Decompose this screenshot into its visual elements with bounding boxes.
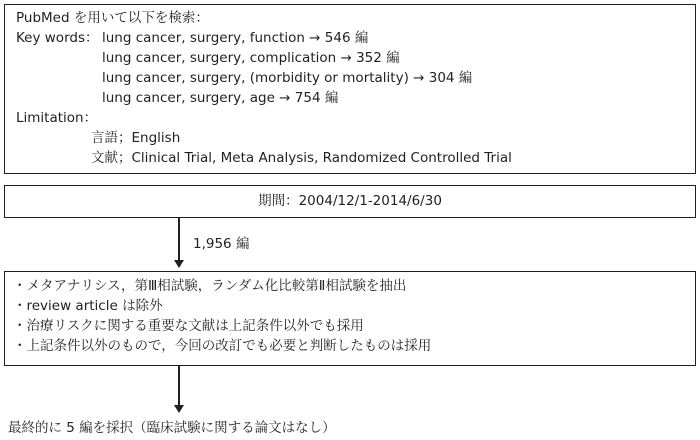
criteria-item: ・上記条件以外のもので，今回の改訂でも必要と判断したものは採用 [13,338,432,354]
count-label: 1,956 編 [193,236,250,252]
criteria-item: ・review article は除外 [13,298,163,314]
criteria-box [4,271,696,366]
limitation-line: 言語；English [91,130,181,146]
search-intro: PubMed を用いて以下を検索： [16,10,209,26]
arrow-shaft [178,366,180,406]
keyword-line: lung cancer, surgery, function → 546 編 [102,30,369,46]
keywords-label: Key words： [16,30,99,46]
arrow-head [174,405,184,413]
period-box [4,185,696,218]
limitation-label: Limitation： [16,110,98,126]
criteria-item: ・メタアナリシス，第Ⅲ相試験，ランダム化比較第Ⅱ相試験を抽出 [13,278,407,294]
arrow-shaft [178,218,180,261]
keyword-line: lung cancer, surgery, complication → 352 編 [102,50,400,66]
keyword-line: lung cancer, surgery, (morbidity or mortality) → 304 編 [102,70,473,86]
final-result: 最終的に 5 編を採択（臨床試験に関する論文はなし） [8,420,336,436]
search-strategy-box [4,4,696,174]
keyword-line: lung cancer, surgery, age → 754 編 [102,90,339,106]
period-text: 期間：2004/12/1-2014/6/30 [258,193,442,209]
limitation-line: 文献；Clinical Trial, Meta Analysis, Randomized Controlled Trial [91,150,512,166]
arrow-head [174,260,184,268]
criteria-item: ・治療リスクに関する重要な文献は上記条件以外でも採用 [13,318,364,334]
